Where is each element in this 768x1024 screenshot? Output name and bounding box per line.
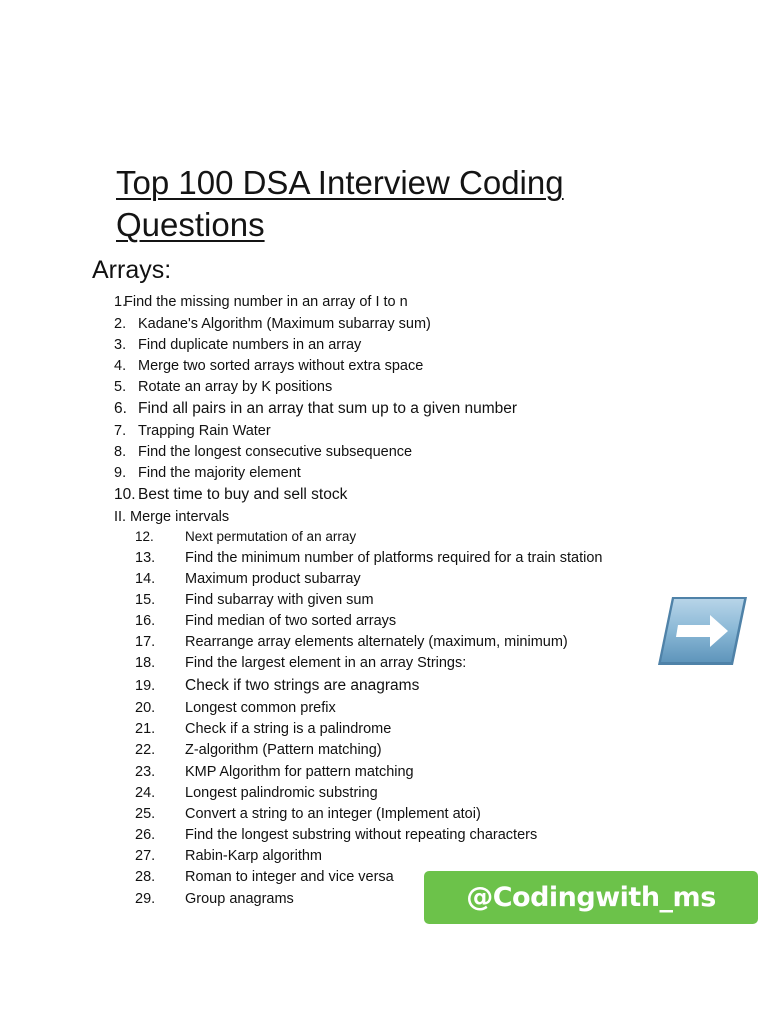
list-item: 1.Find the missing number in an array of I to n — [114, 294, 408, 310]
list-item: II. Merge intervals — [114, 509, 230, 525]
list-item: 23. KMP Algorithm for pattern matching — [135, 764, 414, 780]
list-item: 14. Maximum product subarray — [135, 571, 361, 587]
list-item: 4. Merge two sorted arrays without extra space — [114, 358, 424, 374]
list-item: 19. Check if two strings are anagrams — [135, 677, 420, 694]
list-item: 21. Check if a string is a palindrome — [135, 721, 392, 737]
list-item: 28. Roman to integer and vice versa — [135, 869, 394, 885]
list-item: 7. Trapping Rain Water — [114, 423, 271, 439]
list-item: 13. Find the minimum number of platforms required for a train station — [135, 550, 603, 566]
list-item: 16. Find median of two sorted arrays — [135, 613, 397, 629]
list-item: 26. Find the longest substring without repeating characters — [135, 827, 538, 843]
list-item: 10. Best time to buy and sell stock — [114, 486, 348, 503]
watermark-badge: @Codingwith_ms — [424, 871, 758, 924]
list-item: 25. Convert a string to an integer (Implement atoi) — [135, 806, 481, 822]
list-item: 22. Z-algorithm (Pattern matching) — [135, 742, 382, 758]
list-item: 24. Longest palindromic substring — [135, 785, 378, 801]
page-title: Top 100 DSA Interview Coding Questions — [116, 164, 564, 243]
list-item: 15. Find subarray with given sum — [135, 592, 374, 608]
arrow-right-icon[interactable] — [656, 595, 748, 667]
list-item: 2. Kadane's Algorithm (Maximum subarray sum) — [114, 316, 431, 332]
list-item: 8. Find the longest consecutive subsequence — [114, 444, 413, 460]
list-item: 29. Group anagrams — [135, 891, 294, 907]
section-heading-arrays: Arrays: — [92, 256, 172, 284]
list-item: 18. Find the largest element in an array Strings: — [135, 655, 467, 671]
list-item: 6. Find all pairs in an array that sum up to a given number — [114, 400, 518, 417]
list-item: 3. Find duplicate numbers in an array — [114, 337, 362, 353]
list-item: 12. Next permutation of an array — [135, 529, 357, 544]
list-item: 5. Rotate an array by K positions — [114, 379, 333, 395]
list-item: 20. Longest common prefix — [135, 700, 336, 716]
list-item: 27. Rabin-Karp algorithm — [135, 848, 323, 864]
list-item: 9. Find the majority element — [114, 465, 301, 481]
list-item: 17. Rearrange array elements alternately (maximum, minimum) — [135, 634, 568, 650]
